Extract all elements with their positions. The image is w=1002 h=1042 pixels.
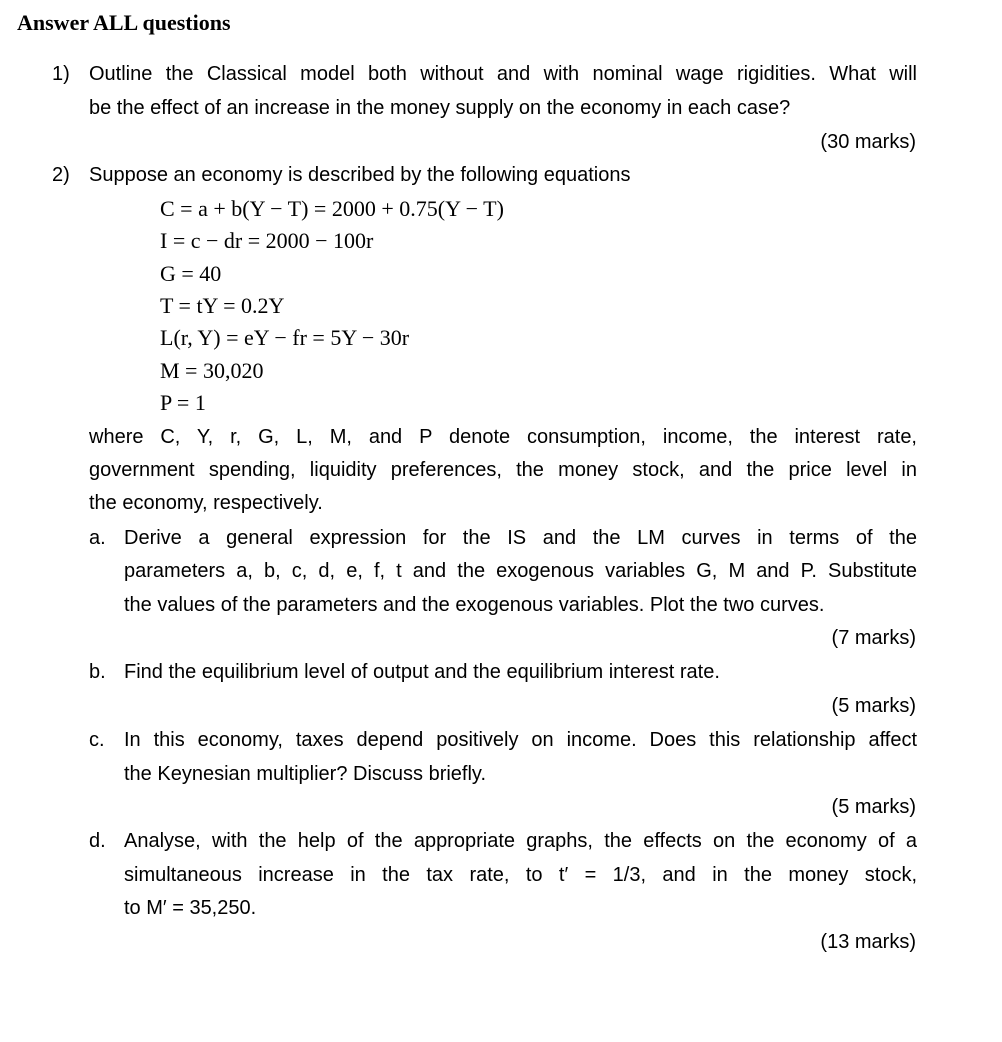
- part-a-marks: (7 marks): [831, 627, 916, 649]
- question-1-line-1: Outline the Classical model both without and with nominal wage rigidities. What will: [89, 63, 917, 85]
- equation-taxes: T = tY = 0.2Y: [160, 293, 285, 318]
- where-line-3: the economy, respectively.: [89, 492, 323, 514]
- equation-money-stock: M = 30,020: [160, 358, 264, 383]
- part-d-line-1: Analyse, with the help of the appropriate graphs, the effects on the economy of a: [124, 830, 917, 852]
- part-a-line-1: Derive a general expression for the IS and the LM curves in terms of the: [124, 527, 917, 549]
- part-d-line-2: simultaneous increase in the tax rate, to t′ = 1/3, and in the money stock,: [124, 864, 917, 886]
- part-c-label: c.: [89, 729, 105, 751]
- question-1-number: 1): [52, 63, 70, 85]
- where-line-2: government spending, liquidity preferences, the money stock, and the price level in: [89, 459, 917, 481]
- part-b-line-1: Find the equilibrium level of output and the equilibrium interest rate.: [124, 661, 720, 683]
- equation-consumption: C = a + b(Y − T) = 2000 + 0.75(Y − T): [160, 196, 504, 221]
- part-c-line-2: the Keynesian multiplier? Discuss briefly.: [124, 763, 487, 785]
- equation-investment: I = c − dr = 2000 − 100r: [160, 228, 374, 253]
- equation-price-level: P = 1: [160, 390, 206, 415]
- part-b-marks: (5 marks): [831, 695, 916, 717]
- question-1-line-2: be the effect of an increase in the money supply on the economy in each case?: [89, 97, 791, 119]
- page-heading: Answer ALL questions: [17, 10, 231, 35]
- part-c-marks: (5 marks): [831, 796, 916, 818]
- part-b-label: b.: [89, 661, 106, 683]
- part-c-line-1: In this economy, taxes depend positively on income. Does this relationship affect: [124, 729, 917, 751]
- equation-government: G = 40: [160, 261, 222, 286]
- question-2-intro: Suppose an economy is described by the following equations: [89, 164, 631, 186]
- question-1-marks: (30 marks): [820, 131, 916, 153]
- part-a-line-3: the values of the parameters and the exogenous variables. Plot the two curves.: [124, 594, 825, 616]
- part-d-label: d.: [89, 830, 106, 852]
- where-line-1: where C, Y, r, G, L, M, and P denote consumption, income, the interest rate,: [89, 426, 917, 448]
- part-d-line-3: to M′ = 35,250.: [124, 897, 257, 919]
- equation-liquidity: L(r, Y) = eY − fr = 5Y − 30r: [160, 325, 410, 350]
- part-a-line-2: parameters a, b, c, d, e, f, t and the exogenous variables G, M and P. Substitute: [124, 560, 917, 582]
- question-2-number: 2): [52, 164, 70, 186]
- part-d-marks: (13 marks): [820, 931, 916, 953]
- part-a-label: a.: [89, 527, 106, 549]
